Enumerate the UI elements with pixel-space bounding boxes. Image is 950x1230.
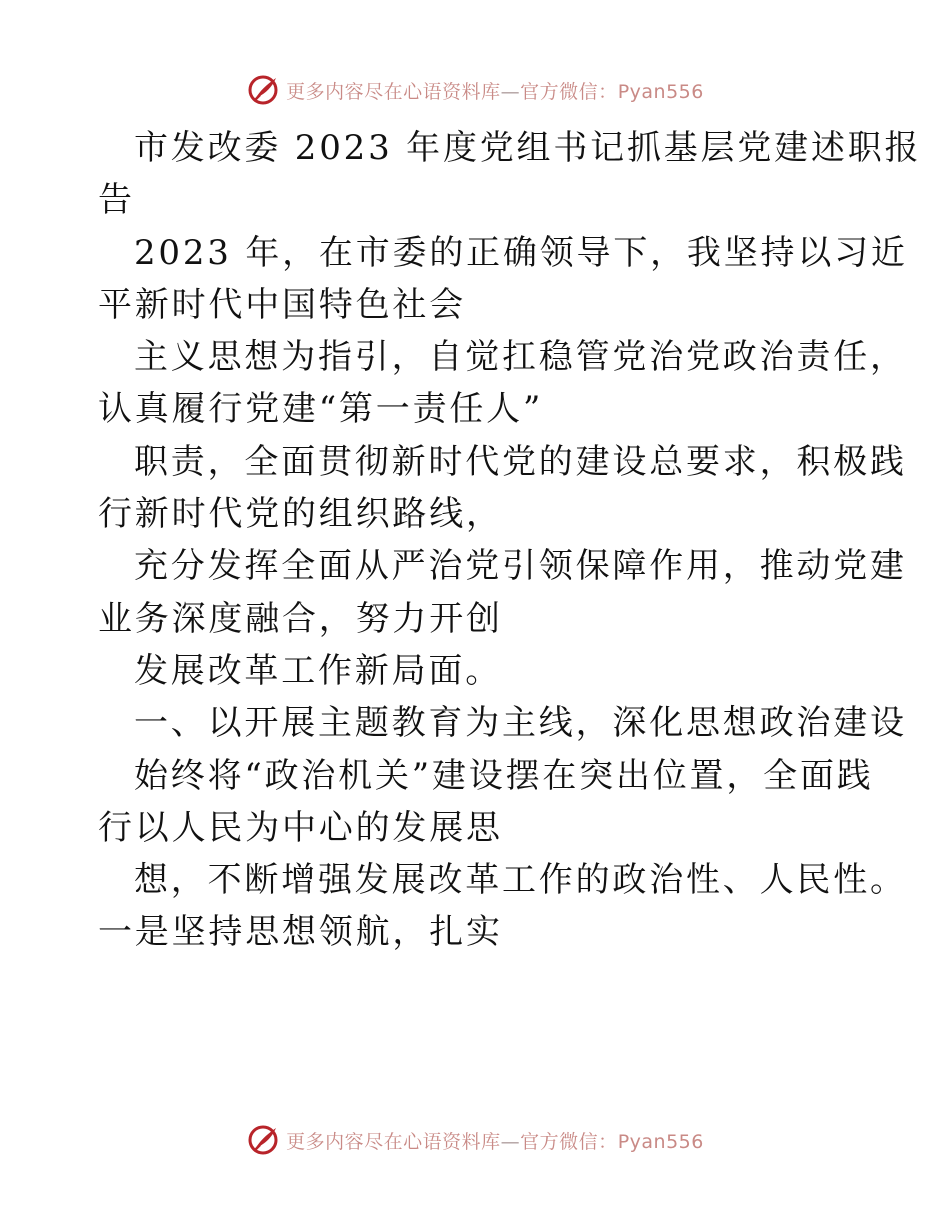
banner-wechat-label: 官方微信： [520, 1130, 618, 1153]
document-line: 市发改委 2023 年度党组书记抓基层党建述职报 [134, 128, 922, 168]
quill-logo-icon [246, 1123, 280, 1157]
document-line: 充分发挥全面从严治党引领保障作用，推动党建 [134, 546, 907, 587]
document-line: 告 [98, 180, 135, 221]
document-line: 平新时代中国特色社会 [98, 284, 466, 325]
banner-wechat-id: Pyan556 [617, 80, 704, 103]
quill-logo-icon [246, 73, 280, 107]
document-line: 认真履行党建“第一责任人” [98, 389, 544, 430]
banner-separator: — [500, 1130, 521, 1153]
document-line: 2023 年，在市委的正确领导下，我坚持以习近 [134, 232, 908, 273]
document-line: 想，不断增强发展改革工作的政治性、人民性。 [134, 860, 907, 901]
banner-slogan: 更多内容尽在心语资料库 [286, 1130, 501, 1153]
document-line: 一、以开展主题教育为主线，深化思想政治建设 [134, 703, 907, 744]
document-line: 行以人民为中心的发展思 [98, 807, 503, 848]
document-line: 一是坚持思想领航，扎实 [98, 912, 503, 953]
document-line: 主义思想为指引，自觉扛稳管党治党政治责任， [134, 337, 907, 378]
banner-slogan: 更多内容尽在心语资料库 [286, 80, 501, 103]
document-line: 始终将“政治机关”建设摆在突出位置，全面践 [134, 755, 874, 796]
document-line: 业务深度融合，努力开创 [98, 598, 503, 639]
document-body [98, 122, 922, 959]
header-watermark-banner [0, 70, 950, 110]
banner-wechat-label: 官方微信： [520, 80, 618, 103]
banner-text [286, 1127, 704, 1154]
document-line: 职责，全面贯彻新时代党的建设总要求，积极践 [134, 441, 907, 482]
banner-separator: — [500, 80, 521, 103]
document-line: 行新时代党的组织路线， [98, 494, 503, 535]
footer-watermark-banner [0, 1120, 950, 1160]
banner-wechat-id: Pyan556 [617, 1130, 704, 1153]
document-line: 发展改革工作新局面。 [134, 650, 502, 691]
banner-text [286, 77, 704, 104]
